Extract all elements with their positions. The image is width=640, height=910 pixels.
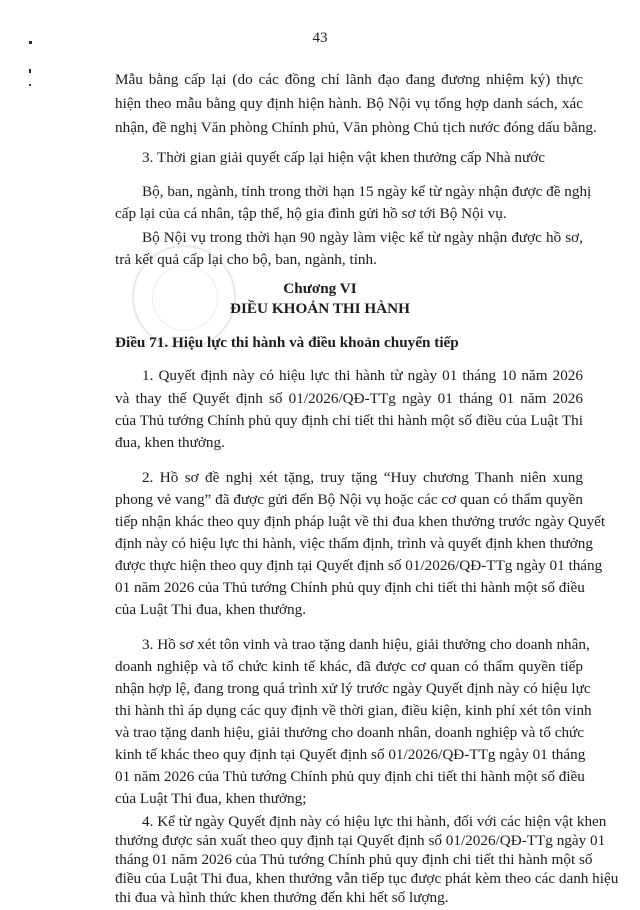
paragraph-line: 2. Hồ sơ đề nghị xét tặng, truy tặng “Huy chương Thanh niên xung [142, 469, 583, 486]
scan-mark [29, 84, 31, 86]
paragraph-line: tiếp nhận khác theo quy định pháp luật về thi đua khen thưởng trước ngày Quyết [115, 513, 606, 530]
paragraph-line: được thực hiện theo quy định tại Quyết định số 01/2026/QĐ-TTg ngày 01 tháng [115, 557, 603, 574]
paragraph-line: nhận hợp lệ, đang trong quá trình xử lý trước ngày Quyết định này có hiệu lực [115, 680, 591, 697]
paragraph-line: nhận, đề nghị Văn phòng Chính phủ, Văn phòng Chủ tịch nước đóng dấu bằng. [115, 119, 597, 136]
article-title: Điều 71. Hiệu lực thi hành và điều khoản chuyển tiếp [115, 334, 459, 351]
paragraph-line: của Thủ tướng Chính phủ quy định chi tiết thi hành một số điều của Luật Thi [115, 412, 583, 429]
paragraph-line: Mẫu bằng cấp lại (do các đồng chí lãnh đạo đang đương nhiệm ký) thực [115, 71, 583, 88]
paragraph-line: kinh tế khác theo quy định tại Quyết định số 01/2026/QĐ-TTg ngày 01 tháng [115, 746, 586, 763]
paragraph-line: cấp lại của cá nhân, tập thể, hộ gia đình gửi hồ sơ tới Bộ Nội vụ. [115, 205, 507, 222]
paragraph-line: trả kết quả cấp lại cho bộ, ban, ngành, tỉnh. [115, 251, 377, 268]
paragraph-line: 01 năm 2026 của Thủ tướng Chính phủ quy định chi tiết thi hành một số điều [115, 768, 585, 785]
paragraph-line: và thay thế Quyết định số 01/2026/QĐ-TTg ngày 01 tháng 01 năm 2026 [115, 390, 583, 407]
paragraph-line: hiện theo mẫu bằng quy định hiện hành. Bộ Nội vụ tổng hợp danh sách, xác [115, 95, 583, 112]
paragraph-line: phong vẻ vang” đã được gửi đến Bộ Nội vụ hoặc các cơ quan có thẩm quyền [115, 491, 583, 508]
paragraph-line: doanh nghiệp và tổ chức kinh tế khác, đã được cơ quan có thẩm quyền tiếp [115, 658, 583, 675]
paragraph-line: tháng 01 năm 2026 của Thủ tướng Chính phủ quy định chi tiết thi hành một số [115, 851, 593, 868]
paragraph-line: định này có hiệu lực thi hành, việc thẩm định, trình và quyết định khen thưởng [115, 535, 593, 552]
chapter-title: ĐIỀU KHOẢN THI HÀNH [230, 300, 410, 317]
paragraph-line: của Luật Thi đua, khen thưởng. [115, 601, 307, 618]
paragraph-line: thi hành thì áp dụng các quy định về thời gian, điều kiện, kinh phí xét tôn vinh [115, 702, 592, 719]
paragraph-line: thi đua và hình thức khen thưởng đến khi hết số lượng. [115, 889, 449, 906]
paragraph-line: điều của Luật Thi đua, khen thưởng vẫn tiếp tục được phát kèm theo các danh hiệu [115, 870, 619, 887]
paragraph-line: của Luật Thi đua, khen thưởng; [115, 790, 307, 807]
paragraph-line: Bộ, ban, ngành, tỉnh trong thời hạn 15 ngày kể từ ngày nhận được đề nghị [142, 183, 592, 200]
chapter-number: Chương VI [283, 280, 357, 297]
paragraph-line: 4. Kể từ ngày Quyết định này có hiệu lực thi hành, đối với các hiện vật khen [142, 813, 607, 830]
section-heading: 3. Thời gian giải quyết cấp lại hiện vật khen thưởng cấp Nhà nước [142, 149, 545, 166]
paragraph-line: 01 năm 2026 của Thủ tướng Chính phủ quy định chi tiết thi hành một số điều [115, 579, 585, 596]
paragraph-line: 1. Quyết định này có hiệu lực thi hành từ ngày 01 tháng 10 năm 2026 [142, 367, 583, 384]
paragraph-line: và trao tặng danh hiệu, giải thưởng cho doanh nhân, doanh nghiệp và tổ chức [115, 724, 585, 741]
paragraph-line: thưởng được sản xuất theo quy định tại Quyết định số 01/2026/QĐ-TTg ngày 01 [115, 832, 606, 849]
paragraph-line: đua, khen thưởng. [115, 434, 225, 451]
paragraph-line: Bộ Nội vụ trong thời hạn 90 ngày làm việc kể từ ngày nhận được hồ sơ, [142, 229, 583, 246]
scan-mark [29, 69, 31, 73]
paragraph-line: 3. Hồ sơ xét tôn vinh và trao tặng danh hiệu, giải thưởng cho doanh nhân, [142, 636, 590, 653]
page-number: 43 [312, 30, 328, 46]
